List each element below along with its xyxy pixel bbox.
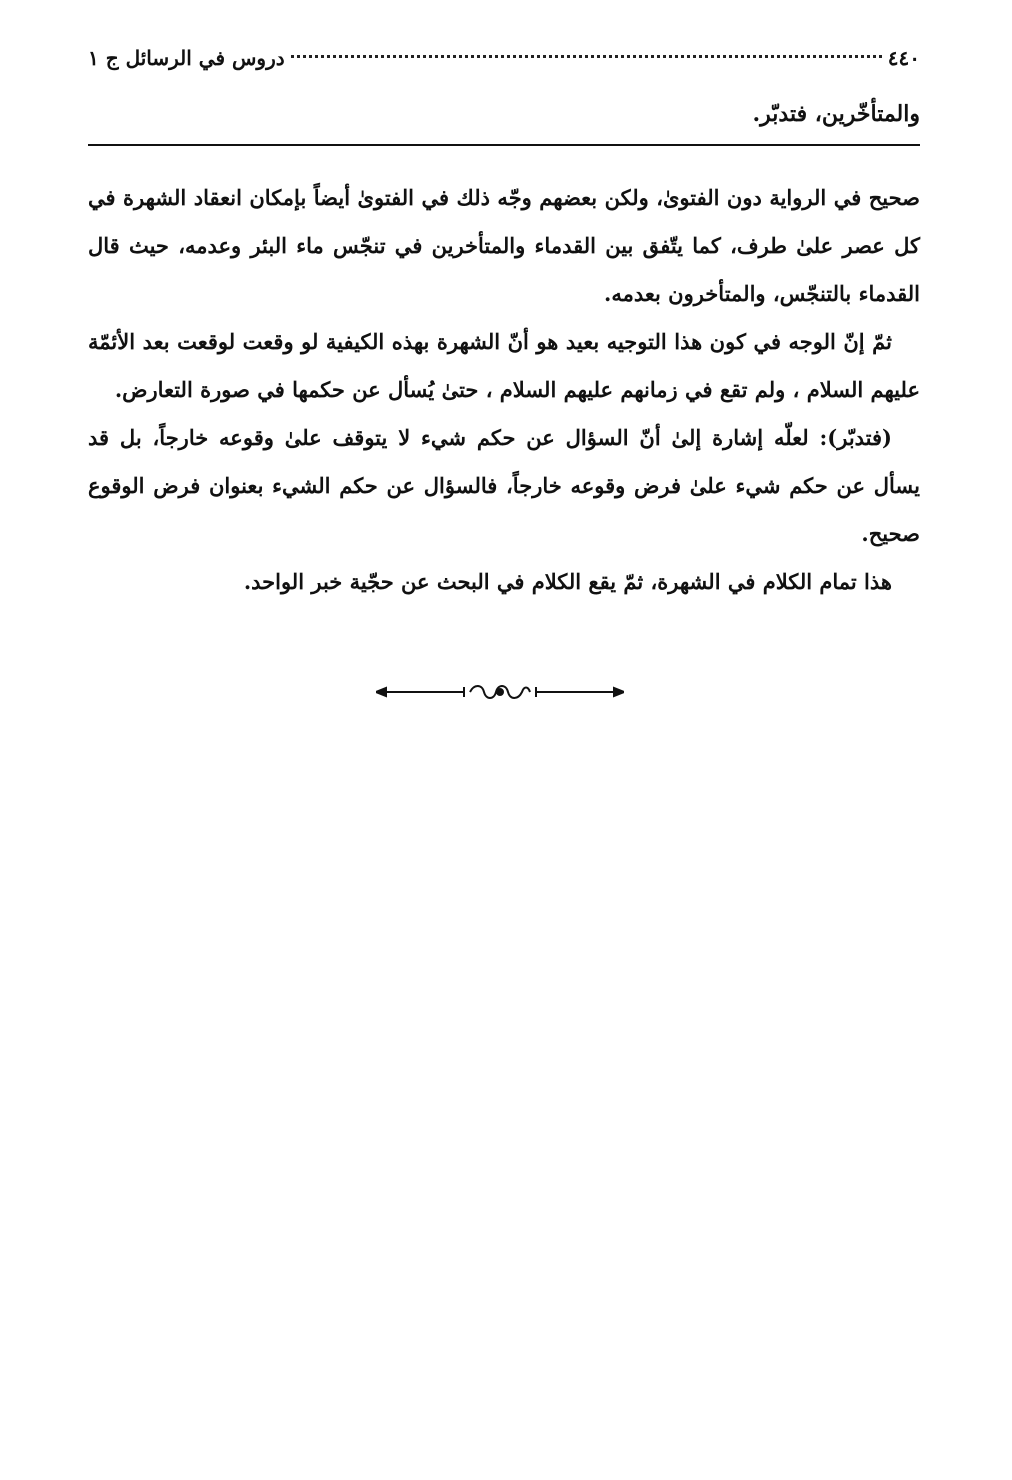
separator-rule [88,144,920,146]
header-leader-dots [291,55,882,58]
paragraph: صحيح في الرواية دون الفتوىٰ، ولكن بعضهم وجّه ذلك في الفتوىٰ أيضاً بإمكان انعقاد الشهرة في كل عصر علىٰ طرف، كما يتّفق بين القدماء والمتأخرين في تنجّس ماء البئر وعدمه، حيث قال القدماء بالتنجّس، والمتأخرون بعدمه. [88,185,920,306]
body-text [88,174,920,606]
paragraph: ثمّ إنّ الوجه في كون هذا التوجيه بعيد هو أنّ الشهرة بهذه الكيفية لو وقعت لوقعت بعد الأئمّة عليهم السلام ، ولم تقع في زمانهم عليهم السلام ، حتىٰ يُسأل عن حكمها في صورة التعارض. [88,329,920,402]
running-header [88,40,920,76]
book-title: دروس في الرسائل ج ١ [88,46,285,70]
page-number: ٤٤٠ [887,46,920,70]
page [88,40,920,606]
footnote-continuation: والمتأخّرين، فتدبّر. [752,101,920,127]
paragraph: (فتدبّر): لعلّه إشارة إلىٰ أنّ السؤال عن حكم شيء لا يتوقف علىٰ وقوعه خارجاً، بل قد يسأل عن حكم شيء علىٰ فرض وقوعه خارجاً، فالسؤال عن حكم الشيء بعنوان فرض الوقوع صحيح. [88,425,920,546]
paragraph: هذا تمام الكلام في الشهرة، ثمّ يقع الكلام في البحث عن حجّية خبر الواحد. [243,569,892,594]
end-ornament-icon [376,682,624,702]
